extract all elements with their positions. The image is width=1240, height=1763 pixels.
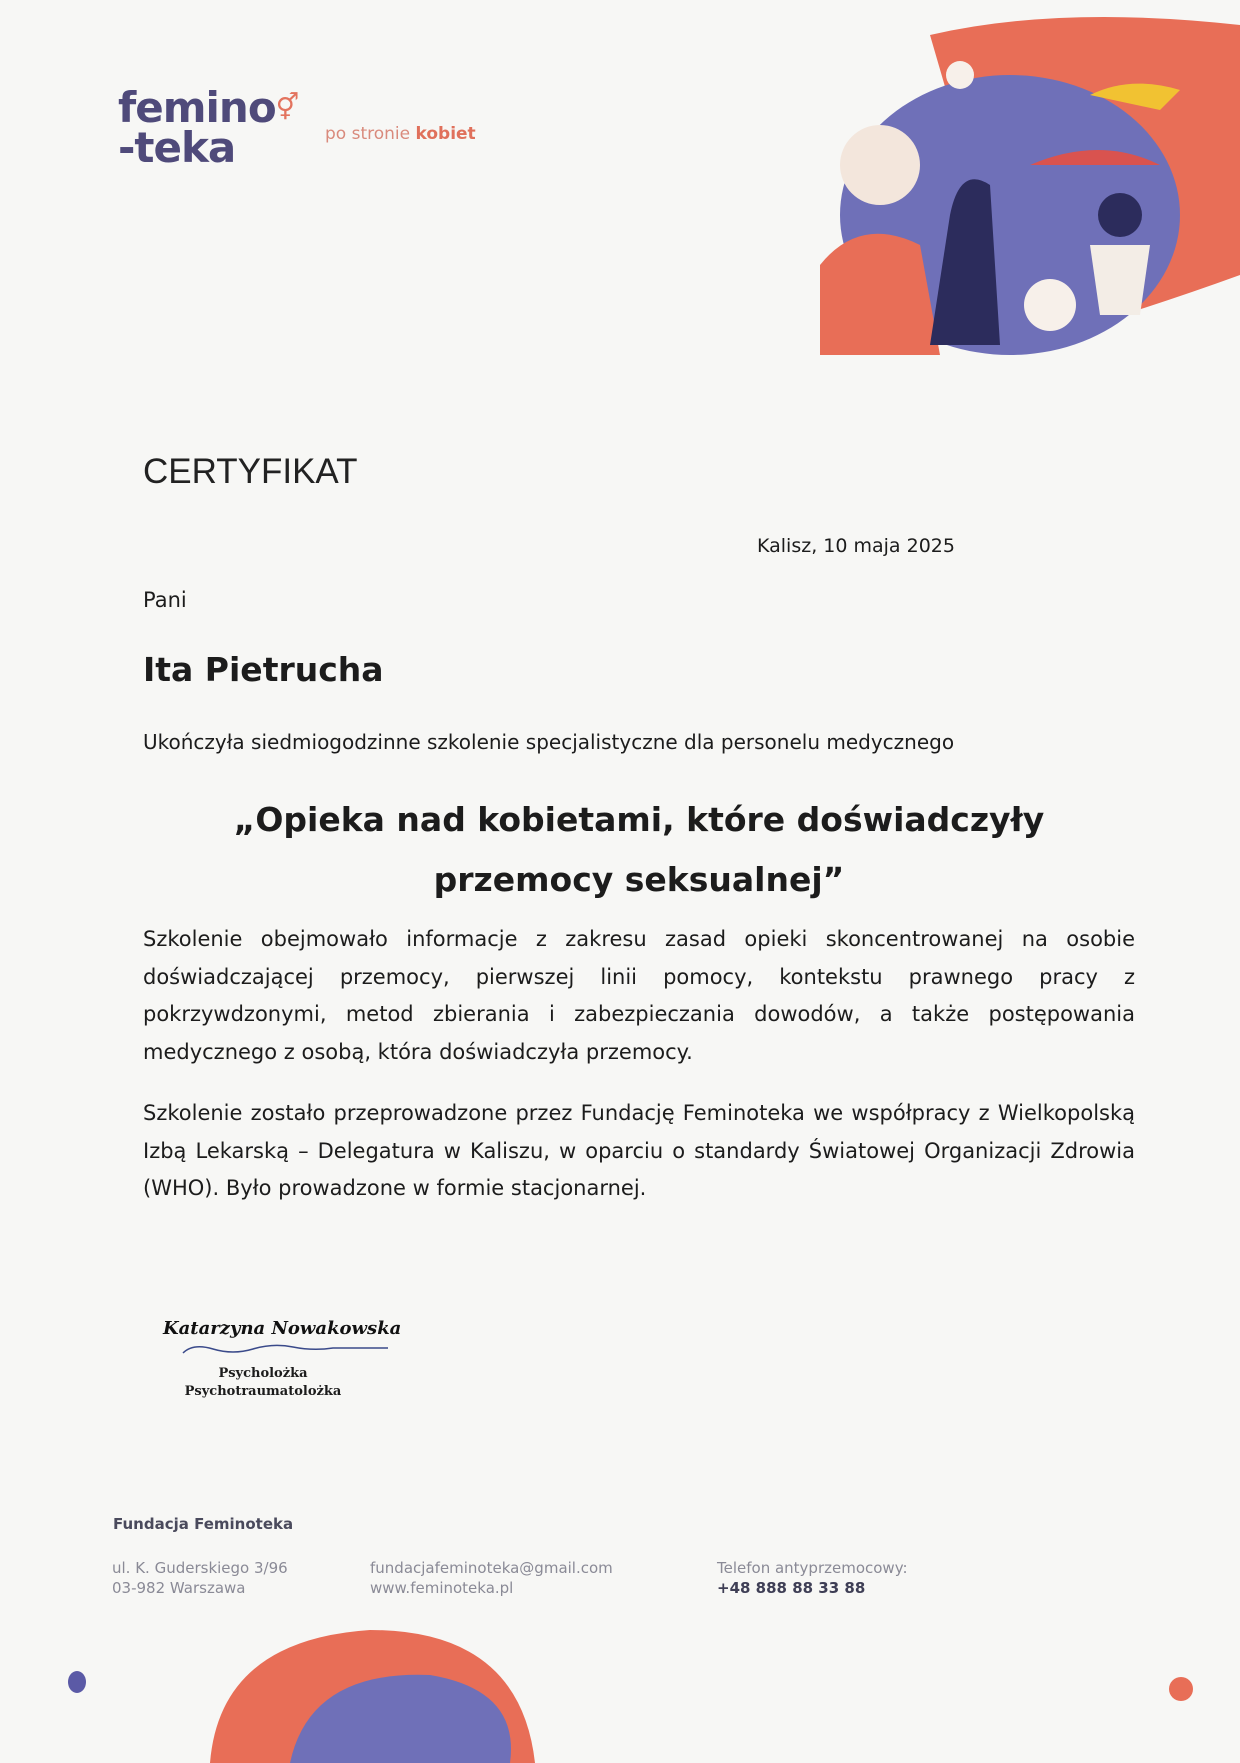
phone-number: +48 888 88 33 88 <box>717 1579 866 1597</box>
address-line1: ul. K. Guderskiego 3/96 <box>112 1559 288 1577</box>
logo-text-line2: -teka <box>118 123 236 172</box>
footer-org: Fundacja Feminoteka <box>113 1515 294 1533</box>
document-date: Kalisz, 10 maja 2025 <box>757 535 955 557</box>
footer-decoration <box>200 1620 540 1763</box>
email-link[interactable]: fundacjafeminoteka@gmail.com <box>370 1559 613 1577</box>
header-illustration <box>800 15 1240 370</box>
signature-block <box>163 1318 401 1401</box>
signatory-name: Katarzyna Nowakowska <box>163 1318 402 1339</box>
footer-address <box>112 1558 288 1598</box>
handwritten-signature <box>163 1339 393 1361</box>
tagline <box>325 124 476 144</box>
course-title: „Opieka nad kobietami, które doświadczyły przemocy seksualnej” <box>233 800 1045 899</box>
footer-contact <box>370 1558 613 1598</box>
recipient-name: Ita Pietrucha <box>143 650 384 689</box>
address-line2: 03-982 Warszawa <box>112 1579 246 1597</box>
paragraph-organizer: Szkolenie zostało przeprowadzone przez Fundację Feminoteka we współpracy z Wielkopolską Izbą Lekarską – Delegatura w Kaliszu, w oparciu o standardy Światowej Organizacji Zdrowia (WHO). Było prowadzone w formie stacjonarnej. <box>143 1101 1135 1200</box>
purple-dot-decoration <box>66 1670 88 1694</box>
logo-text-line1: femino <box>118 83 276 132</box>
document-heading: CERTYFIKAT <box>143 452 358 491</box>
paragraph-scope: Szkolenie obejmowało informacje z zakresu zasad opieki skoncentrowanej na osobie doświadczającej przemocy, pierwszej linii pomocy, kontekstu prawnego pracy z pokrzywdzonymi, metod zbierania i zabezpieczania dowodów, a także postępowania medycznego z osobą, która doświadczyła przemocy. <box>143 927 1135 1064</box>
intro-text: Ukończyła siedmiogodzinne szkolenie specjalistyczne dla personelu medycznego <box>143 730 955 754</box>
website-link[interactable]: www.feminoteka.pl <box>370 1579 514 1597</box>
tagline-prefix: po stronie <box>325 124 411 144</box>
phone-label: Telefon antyprzemocowy: <box>717 1559 908 1577</box>
gender-symbol-icon: ⚥ <box>275 93 299 123</box>
footer-phone <box>717 1558 908 1598</box>
signatory-role-1: Psycholożka <box>218 1366 308 1381</box>
salutation: Pani <box>143 588 187 612</box>
feminoteka-logo <box>118 83 299 172</box>
signatory-role-2: Psychotraumatolożka <box>184 1384 342 1399</box>
coral-dot-decoration <box>1168 1676 1194 1702</box>
tagline-bold: kobiet <box>415 124 476 144</box>
